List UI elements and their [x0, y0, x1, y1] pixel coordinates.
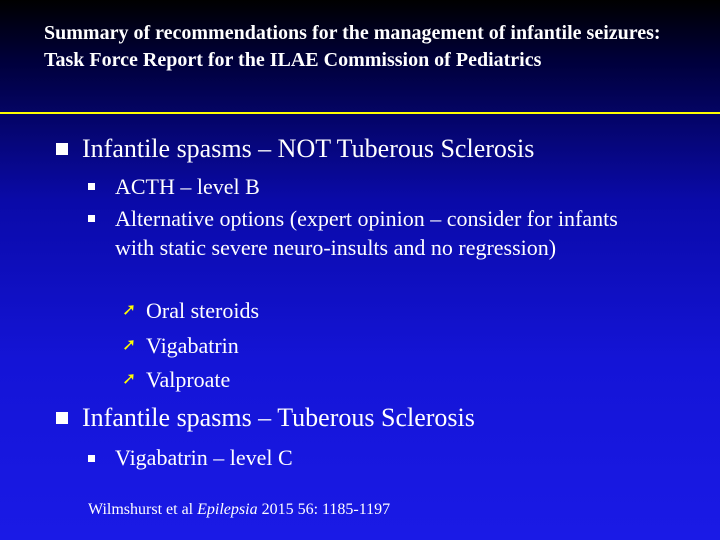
sub-item-oral-steroids: Oral steroids	[146, 298, 260, 323]
square-bullet-icon	[56, 143, 68, 155]
list-item-vigabatrin-level-c: Vigabatrin – level C	[115, 445, 293, 470]
yellow-arrow-icon: ➚	[122, 335, 137, 355]
citation-details: 2015 56: 1185-1197	[261, 501, 391, 518]
small-square-bullet-icon	[88, 215, 95, 222]
yellow-arrow-icon: ➚	[122, 369, 137, 389]
citation-journal: Epilepsia	[197, 501, 258, 518]
title-divider	[0, 112, 720, 114]
slide-title: Summary of recommendations for the management of infantile seizures: Task Force Report for the ILAE Commission of Pediatrics	[44, 22, 661, 71]
citation-authors: Wilmshurst et al	[88, 501, 194, 518]
list-item-acth: ACTH – level B	[115, 174, 260, 199]
square-bullet-icon	[56, 412, 68, 424]
small-square-bullet-icon	[88, 183, 95, 190]
yellow-arrow-icon: ➚	[122, 300, 137, 320]
sub-item-valproate: Valproate	[146, 367, 231, 392]
list-item-alternative-options: Alternative options (expert opinion – consider for infants with static severe neuro-insults and no regression)	[115, 206, 618, 260]
sub-item-vigabatrin: Vigabatrin	[146, 333, 239, 358]
section-heading-tuberous-sclerosis: Infantile spasms – Tuberous Sclerosis	[82, 403, 475, 432]
section-heading-not-tuberous-sclerosis: Infantile spasms – NOT Tuberous Sclerosis	[82, 134, 535, 163]
small-square-bullet-icon	[88, 455, 95, 462]
citation	[88, 500, 390, 520]
